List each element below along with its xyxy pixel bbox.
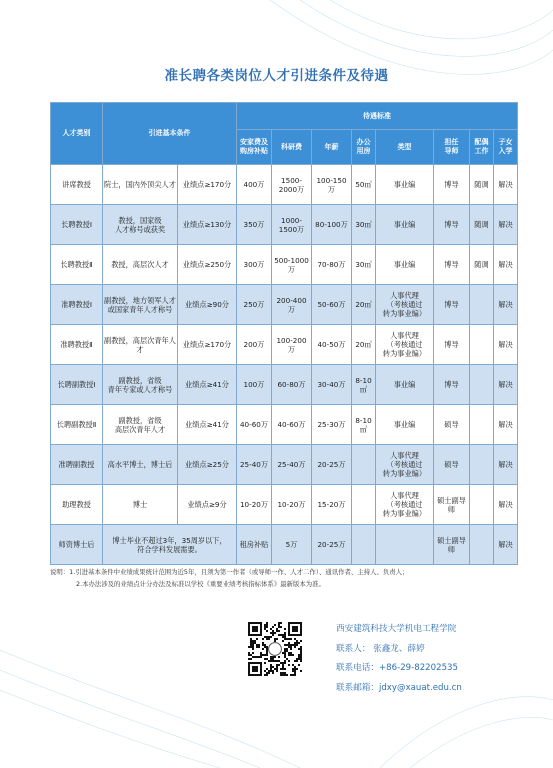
cell-spouse xyxy=(470,525,494,565)
cell-research: 60-80万 xyxy=(272,365,312,405)
cell-conditions: 博士 xyxy=(103,485,178,525)
cell-children: 解决 xyxy=(494,285,518,325)
cell-type xyxy=(376,525,434,565)
cell-spouse: 随调 xyxy=(470,205,494,245)
cell-category: 长聘副教授Ⅱ xyxy=(51,405,103,445)
cell-settle: 10-20万 xyxy=(237,485,272,525)
cell-salary: 80-100万 xyxy=(312,205,352,245)
cell-score: 业绩点≥41分 xyxy=(178,365,237,405)
cell-type: 人事代理 （考核通过 转为事业编） xyxy=(376,285,434,325)
cell-office xyxy=(352,485,376,525)
cell-settle: 350万 xyxy=(237,205,272,245)
header-salary: 年薪 xyxy=(312,130,352,165)
cell-type: 人事代理 （考核通过 转为事业编） xyxy=(376,445,434,485)
cell-conditions: 副教授，省级 青年专家或人才称号 xyxy=(103,365,178,405)
cell-supervisor: 博导 xyxy=(434,205,470,245)
table-row xyxy=(51,165,518,205)
cell-category: 准聘副教授 xyxy=(51,445,103,485)
header-supervisor: 担任 导师 xyxy=(434,130,470,165)
header-office: 办公 用房 xyxy=(352,130,376,165)
cell-score: 业绩点≥41分 xyxy=(178,405,237,445)
cell-supervisor: 博导 xyxy=(434,245,470,285)
cell-supervisor: 博导 xyxy=(434,325,470,365)
cell-category: 准聘教授Ⅱ xyxy=(51,325,103,365)
cell-research: 40-60万 xyxy=(272,405,312,445)
table-row xyxy=(51,405,518,445)
cell-children: 解决 xyxy=(494,405,518,445)
contact-people: 联系人： 张鑫龙、薛婷 xyxy=(336,643,425,654)
cell-research: 1500-2000万 xyxy=(272,165,312,205)
cell-settle: 250万 xyxy=(237,285,272,325)
header-category: 人才类别 xyxy=(51,103,103,165)
cell-research: 200-400万 xyxy=(272,285,312,325)
table-row xyxy=(51,365,518,405)
cell-spouse xyxy=(470,325,494,365)
cell-supervisor: 博导 xyxy=(434,285,470,325)
cell-office: 8-10㎡ xyxy=(352,405,376,445)
cell-type: 事业编 xyxy=(376,405,434,445)
table-row xyxy=(51,245,518,285)
cell-score: 业绩点≥130分 xyxy=(178,205,237,245)
cell-conditions: 教授，国家级 人才称号或获奖 xyxy=(103,205,178,245)
cell-research: 10-20万 xyxy=(272,485,312,525)
cell-conditions: 高水平博士，博士后 xyxy=(103,445,178,485)
table-row xyxy=(51,485,518,525)
cell-research: 25-40万 xyxy=(272,445,312,485)
header-children: 子女 入学 xyxy=(494,130,518,165)
cell-spouse: 随调 xyxy=(470,245,494,285)
header-treatment: 待遇标准 xyxy=(237,103,518,130)
cell-spouse xyxy=(470,405,494,445)
cell-category: 长聘教授Ⅱ xyxy=(51,245,103,285)
cell-settle: 200万 xyxy=(237,325,272,365)
header-research: 科研费 xyxy=(272,130,312,165)
header-settle: 安家费及 购房补贴 xyxy=(237,130,272,165)
cell-children: 解决 xyxy=(494,365,518,405)
cell-supervisor: 博导 xyxy=(434,165,470,205)
cell-spouse xyxy=(470,285,494,325)
contact-block xyxy=(336,620,462,698)
cell-salary: 100-150万 xyxy=(312,165,352,205)
cell-type: 事业编 xyxy=(376,165,434,205)
cell-supervisor: 博导 xyxy=(434,365,470,405)
note-2: 2.本办法涉及的业绩点计分办法及标准以学校《重要业绩考核指标体系》最新版本为准。 xyxy=(76,579,325,588)
cell-supervisor: 硕士副导师 xyxy=(434,485,470,525)
table-row xyxy=(51,325,518,365)
cell-children: 解决 xyxy=(494,525,518,565)
cell-settle: 25-40万 xyxy=(237,445,272,485)
cell-score: 业绩点≥90分 xyxy=(178,285,237,325)
cell-score: 业绩点≥170分 xyxy=(178,325,237,365)
cell-office: 20㎡ xyxy=(352,325,376,365)
cell-type: 事业编 xyxy=(376,205,434,245)
cell-research: 1000-1500万 xyxy=(272,205,312,245)
cell-spouse: 随调 xyxy=(470,165,494,205)
cell-salary: 20-25万 xyxy=(312,445,352,485)
cell-research: 100-200万 xyxy=(272,325,312,365)
cell-conditions: 副教授，地方领军人才 或国家青年人才称号 xyxy=(103,285,178,325)
cell-children: 解决 xyxy=(494,485,518,525)
cell-salary: 40-50万 xyxy=(312,325,352,365)
cell-spouse xyxy=(470,365,494,405)
cell-category: 助理教授 xyxy=(51,485,103,525)
header-conditions: 引进基本条件 xyxy=(103,103,237,165)
cell-office xyxy=(352,525,376,565)
cell-settle: 100万 xyxy=(237,365,272,405)
cell-office: 30㎡ xyxy=(352,245,376,285)
cell-office: 20㎡ xyxy=(352,285,376,325)
note-1: 说明：1.引进基本条件中业绩成果统计范围为近5年，且须为第一作者（或导师一作、人才二作）、通讯作者、主持人、负责人； xyxy=(50,568,409,576)
cell-category: 长聘副教授Ⅰ xyxy=(51,365,103,405)
cell-office: 50㎡ xyxy=(352,165,376,205)
cell-children: 解决 xyxy=(494,205,518,245)
cell-supervisor: 硕导 xyxy=(434,405,470,445)
contact-phone: 联系电话：+86-29-82202535 xyxy=(336,663,458,673)
cell-office xyxy=(352,445,376,485)
cell-conditions: 博士毕业不超过3年，35周岁以下， 符合学科发展需要。 xyxy=(103,525,237,565)
cell-settle: 300万 xyxy=(237,245,272,285)
cell-children: 解决 xyxy=(494,245,518,285)
cell-type: 事业编 xyxy=(376,245,434,285)
cell-conditions: 副教授，高层次青年人才 xyxy=(103,325,178,365)
cell-children: 解决 xyxy=(494,165,518,205)
cell-salary: 25-30万 xyxy=(312,405,352,445)
table-row xyxy=(51,205,518,245)
page-title: 准长聘各类岗位人才引进条件及待遇 xyxy=(164,68,389,84)
cell-salary: 20-25万 xyxy=(312,525,352,565)
cell-type: 事业编 xyxy=(376,365,434,405)
notes xyxy=(50,567,520,591)
cell-category: 讲席教授 xyxy=(51,165,103,205)
cell-supervisor: 硕导 xyxy=(434,445,470,485)
cell-salary: 30-40万 xyxy=(312,365,352,405)
cell-spouse xyxy=(470,485,494,525)
cell-score: 业绩点≥250分 xyxy=(178,245,237,285)
cell-type: 人事代理 （考核通过 转为事业编） xyxy=(376,485,434,525)
cell-settle: 40-60万 xyxy=(237,405,272,445)
cell-settle: 400万 xyxy=(237,165,272,205)
header-type: 类型 xyxy=(376,130,434,165)
cell-children: 解决 xyxy=(494,325,518,365)
cell-salary: 15-20万 xyxy=(312,485,352,525)
cell-research: 500-1000万 xyxy=(272,245,312,285)
cell-children: 解决 xyxy=(494,445,518,485)
cell-conditions: 副教授，省级 高层次青年人才 xyxy=(103,405,178,445)
contact-org: 西安建筑科技大学机电工程学院 xyxy=(336,624,457,634)
cell-score: 业绩点≥25分 xyxy=(178,445,237,485)
cell-salary: 50-60万 xyxy=(312,285,352,325)
cell-score: 业绩点≥170分 xyxy=(178,165,237,205)
cell-score: 业绩点≥9分 xyxy=(178,485,237,525)
cell-settle: 租房补贴 xyxy=(237,525,272,565)
header-spouse: 配偶 工作 xyxy=(470,130,494,165)
recruitment-table xyxy=(50,102,518,565)
cell-spouse xyxy=(470,445,494,485)
table-row xyxy=(51,525,518,565)
cell-office: 8-10㎡ xyxy=(352,365,376,405)
table-row xyxy=(51,285,518,325)
contact-email: 联系邮箱：jdxy@xauat.edu.cn xyxy=(336,682,462,693)
cell-salary: 70-80万 xyxy=(312,245,352,285)
cell-supervisor: 硕士副导师 xyxy=(434,525,470,565)
qr-code-image xyxy=(248,622,302,676)
cell-category: 准聘教授Ⅰ xyxy=(51,285,103,325)
cell-type: 人事代理 （考核通过 转为事业编） xyxy=(376,325,434,365)
cell-office: 30㎡ xyxy=(352,205,376,245)
table-row xyxy=(51,445,518,485)
cell-conditions: 院士，国内外顶尖人才 xyxy=(103,165,178,205)
cell-research: 5万 xyxy=(272,525,312,565)
cell-conditions: 教授，高层次人才 xyxy=(103,245,178,285)
cell-category: 师资博士后 xyxy=(51,525,103,565)
cell-category: 长聘教授Ⅰ xyxy=(51,205,103,245)
